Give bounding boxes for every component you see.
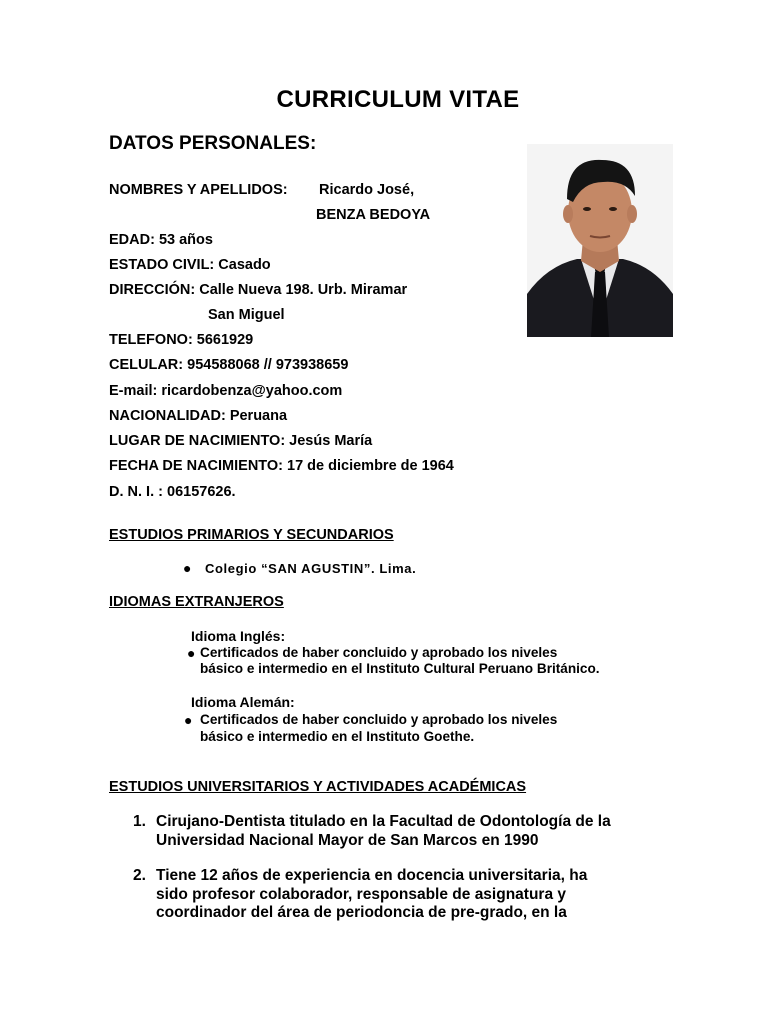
bullet-icon: ● xyxy=(183,560,192,576)
german-label: Idioma Alemán: xyxy=(191,694,295,710)
english-label: Idioma Inglés: xyxy=(191,628,286,644)
civil-status: ESTADO CIVIL: Casado xyxy=(109,257,271,273)
personal-heading: DATOS PERSONALES: xyxy=(109,133,317,154)
name-first: Ricardo José, xyxy=(319,182,415,198)
birthplace: LUGAR DE NACIMIENTO: Jesús María xyxy=(109,433,373,449)
mobile: CELULAR: 954588068 // 973938659 xyxy=(109,357,349,373)
german-line2: básico e intermedio en el Instituto Goethe. xyxy=(200,729,475,744)
university-heading: ESTUDIOS UNIVERSITARIOS Y ACTIVIDADES ACADÉMICAS xyxy=(109,779,527,795)
english-line1: Certificados de haber concluido y aprobado los niveles xyxy=(200,645,558,660)
english-line2: básico e intermedio en el Instituto Cultural Peruano Británico. xyxy=(200,661,600,676)
document-title: CURRICULUM VITAE xyxy=(276,86,520,113)
age: EDAD: 53 años xyxy=(109,232,213,248)
school-item: Colegio “SAN AGUSTIN”. Lima. xyxy=(205,561,417,576)
dni: D. N. I. : 06157626. xyxy=(109,484,236,500)
list-item: sido profesor colaborador, responsable de asignatura y xyxy=(156,886,567,903)
list-item: coordinador del área de periodoncia de pre-grado, en la xyxy=(156,904,567,921)
nationality: NACIONALIDAD: Peruana xyxy=(109,408,288,424)
german-line1: Certificados de haber concluido y aprobado los niveles xyxy=(200,712,558,727)
birthdate: FECHA DE NACIMIENTO: 17 de diciembre de 1964 xyxy=(109,458,454,474)
list-item: Cirujano-Dentista titulado en la Facultad de Odontología de la xyxy=(156,813,611,830)
address-line2: San Miguel xyxy=(208,307,285,323)
portrait-image xyxy=(527,144,673,337)
phone: TELEFONO: 5661929 xyxy=(109,332,254,348)
list-number: 1. xyxy=(133,813,146,830)
list-item: Universidad Nacional Mayor de San Marcos en 1990 xyxy=(156,832,539,849)
email: E-mail: ricardobenza@yahoo.com xyxy=(109,383,343,399)
list-number: 2. xyxy=(133,867,146,884)
bullet-icon: ● xyxy=(187,645,196,661)
primary-secondary-heading: ESTUDIOS PRIMARIOS Y SECUNDARIOS xyxy=(109,527,394,543)
name-label: NOMBRES Y APELLIDOS: xyxy=(109,182,288,198)
bullet-icon: ● xyxy=(184,712,193,728)
address-line1: DIRECCIÓN: Calle Nueva 198. Urb. Miramar xyxy=(109,282,408,298)
languages-heading: IDIOMAS EXTRANJEROS xyxy=(109,594,284,610)
profile-photo xyxy=(527,144,673,337)
name-last: BENZA BEDOYA xyxy=(316,207,431,223)
list-item: Tiene 12 años de experiencia en docencia universitaria, ha xyxy=(156,867,588,884)
